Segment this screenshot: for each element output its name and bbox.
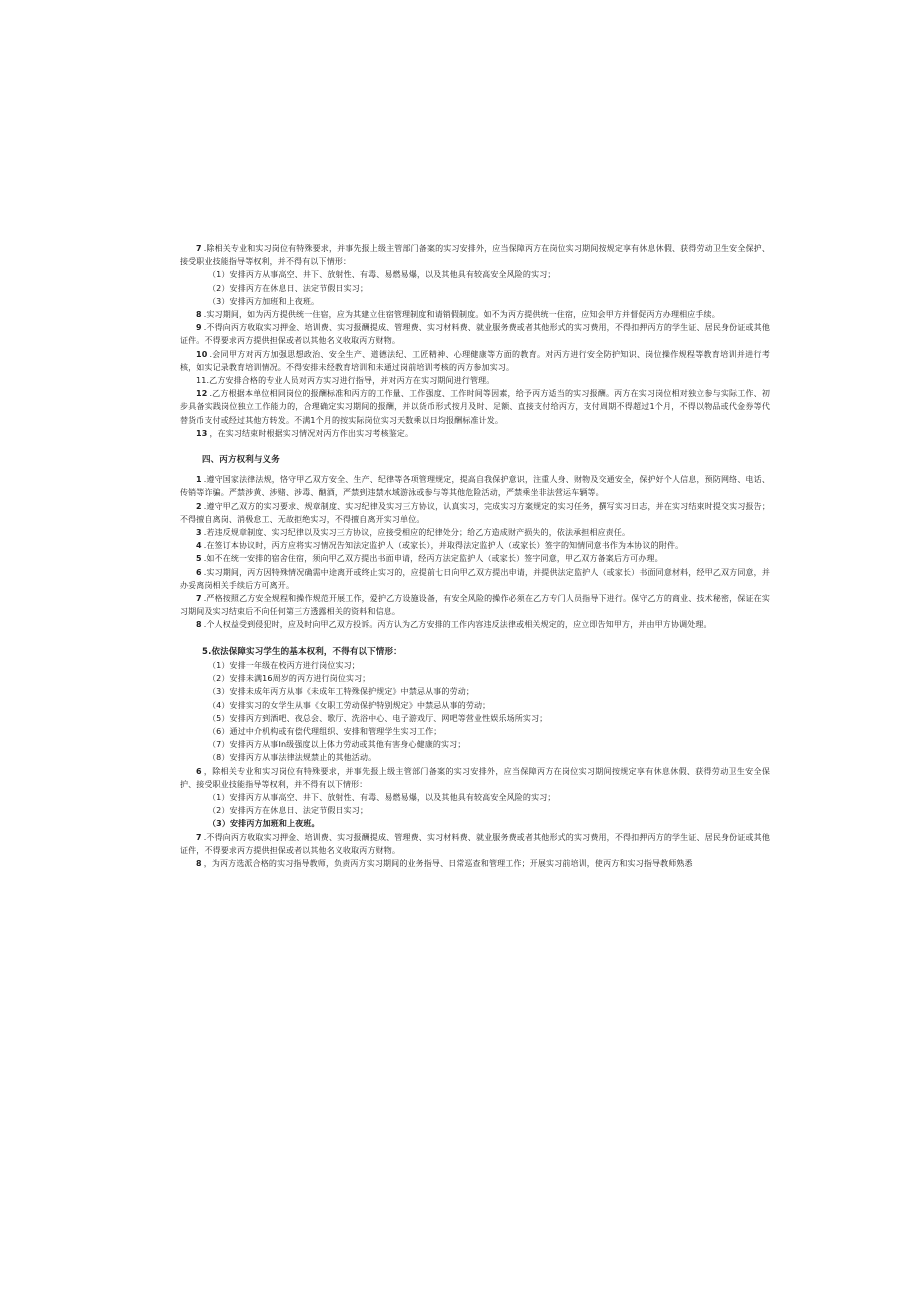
clause-text: .若违反规章制度、实习纪律以及实习三方协议，应接受相应的纪律处分；给乙方造成财产损失的，依法承担相应责任。 — [203, 528, 631, 538]
list-item-bold: （3）安排丙方加班和上夜班。 — [208, 819, 320, 829]
clause-number: 1 — [196, 475, 202, 485]
clause-number: 10 — [196, 349, 208, 359]
list-item: （8）安排丙方从事法律法规禁止的其他活动。 — [208, 753, 377, 763]
clause-a10 — [180, 348, 770, 374]
list-item: （3）安排丙方加班和上夜班。 — [208, 296, 320, 306]
list-item: （3）安排未成年丙方从事《未成年工特殊保护规定》中禁忌从事的劳动； — [208, 687, 475, 697]
clause-a11: 11.乙方安排合格的专业人员对丙方实习进行指导，并对丙方在实习期间进行管理。 — [196, 376, 495, 386]
list-item: （4）安排实习的女学生从事《女职工劳动保护特别规定》中禁忌从事的劳动； — [208, 700, 491, 710]
list-item: （5）安排丙方到酒吧、夜总会、歌厅、洗浴中心、电子游戏厅、网吧等营业性娱乐场所实习； — [208, 713, 548, 723]
clause-text: .实习期间，如为丙方提供统一住宿，应为其建立住宿管理制度和请销假制度。如不为丙方提供统一住宿，应知会甲方并督促丙方办理相应手续。 — [203, 310, 720, 320]
clause-text: .会同甲方对丙方加强思想政治、安全生产、道德法纪、工匠精神、心理健康等方面的教育。对丙方进行安全防护知识、岗位操作规程等教育培训并进行考核，如实记录教育培训情况。不得安排未经教育培训和未通过岗前培训考核的丙方参加实习。 — [180, 349, 770, 372]
section-heading: 5.依法保障实习学生的基本权利，不得有以下情形： — [202, 646, 402, 657]
clause-a8 — [180, 308, 770, 321]
clause-number: 4 — [196, 541, 202, 551]
clause-b2 — [180, 500, 770, 526]
clause-text: .不得向丙方收取实习押金、培训费、实习报酬提成、管理费、实习材料费、就业服务费或者其他形式的实习费用，不得扣押丙方的学生证、居民身份证或其他证件，不得要求丙方提供担保或者以其他名义收取丙方财物。 — [180, 832, 770, 855]
clause-text: .实习期间，丙方因特殊情况确需中途离开或终止实习的，应提前七日向甲乙双方提出申请，并提供法定监护人（或家长）书面同意材料，经甲乙双方同意，并办妥离岗相关手续后方可离开。 — [180, 567, 770, 590]
section-heading: 四、丙方权利与义务 — [202, 455, 280, 466]
clause-b8 — [180, 618, 770, 631]
clause-number: 5 — [196, 554, 202, 564]
document-page — [180, 242, 770, 870]
clause-text: .不得向丙方收取实习押金、培训费、实习报酬提成、管理费、实习材料费、就业服务费或者其他形式的实习费用，不得扣押丙方的学生证、居民身份证或其他证件。不得要求丙方提供担保或者以其他名义收取丙方财物。 — [180, 323, 770, 346]
clause-text: .遵守国家法律法规，恪守甲乙双方安全、生产、纪律等各项管理规定，提高自我保护意识，注重人身、财物及交通安全，保护好个人信息，预防网络、电话、传销等诈骗。严禁涉黄、涉赌、涉毒、酗酒，严禁到违禁水域游泳或参与等其他危险活动，严禁乘坐非法营运车辆等。 — [180, 475, 770, 498]
clause-number: 2 — [196, 501, 202, 511]
list-item: （2）安排丙方在休息日、法定节假日实习； — [208, 806, 369, 816]
clause-text: ，除相关专业和实习岗位有特殊要求，并事先报上级主管部门备案的实习安排外，应当保障丙方在岗位实习期间按规定享有休息休假、获得劳动卫生安全保护、接受职业技能指导等权利，并不得有以下情形： — [180, 766, 770, 789]
list-item: （2）安排丙方在休息日、法定节假日实习； — [208, 283, 369, 293]
clause-text: ，为丙方选派合格的实习指导教师，负责丙方实习期间的业务指导、日常巡查和管理工作；开展实习前培训，使丙方和实习指导教师熟悉 — [203, 858, 693, 868]
clause-b6 — [180, 566, 770, 592]
clause-number: 7 — [196, 832, 202, 842]
clause-a13 — [180, 427, 770, 440]
clause-number: 6 — [196, 766, 202, 776]
clause-a7 — [180, 242, 770, 268]
clause-number: 8 — [196, 858, 202, 868]
clause-number: 7 — [196, 594, 202, 604]
list-item: （7）安排丙方从事In级强度以上体力劳动或其他有害身心健康的实习； — [208, 740, 466, 750]
list-item: （6）通过中介机构或有偿代理组织、安排和管理学生实习工作； — [208, 726, 442, 736]
clause-text: .严格按照乙方安全规程和操作规范开展工作，爱护乙方设施设备，有安全风险的操作必须在乙方专门人员指导下进行。保守乙方的商业、技术秘密，保证在实习期间及实习结束后不向任何第三方透露相关的资料和信息。 — [180, 594, 770, 617]
clause-text: ，在实习结束时根据实习情况对丙方作出实习考核鉴定。 — [209, 428, 414, 438]
clause-b4 — [180, 539, 770, 552]
clause-text: .在签订本协议时，丙方应将实习情况告知法定监护人（或家长），并取得法定监护人（或家长）签字的知情同意书作为本协议的附件。 — [203, 541, 684, 551]
clause-number: 13 — [196, 428, 208, 438]
clause-number: 8 — [196, 310, 202, 320]
clause-c7 — [180, 831, 770, 857]
clause-a12 — [180, 387, 770, 427]
clause-number: 9 — [196, 323, 202, 333]
clause-number: 3 — [196, 528, 202, 538]
clause-b5 — [180, 552, 770, 565]
list-item: （1）安排一年级在校丙方进行岗位实习； — [208, 660, 360, 670]
list-item: （1）安排丙方从事高空、井下、放射性、有毒、易燃易爆，以及其他具有较高安全风险的实习； — [208, 792, 556, 802]
clause-c8 — [180, 857, 770, 870]
clause-b1 — [180, 473, 770, 499]
clause-number: 8 — [196, 620, 202, 630]
clause-text: .遵守甲乙双方的实习要求、规章制度、实习纪律及实习三方协议，认真实习，完成实习方案规定的实习任务，撰写实习日志，并在实习结束时提交实习报告；不得擅自离岗、消极怠工、无故拒绝实习，不得擅自离开实习单位。 — [180, 501, 770, 524]
clause-a9 — [180, 321, 770, 347]
clause-number: 12 — [196, 389, 208, 399]
clause-text: .乙方根据本单位相同岗位的报酬标准和丙方的工作量、工作强度、工作时间等因素，给予丙方适当的实习报酬。丙方在实习岗位相对独立参与实际工作、初步具备实践岗位独立工作能力的，合理确定实习期间的报酬，并以货币形式按月及时、足额、直接支付给丙方，支付周期不得超过1个月，不得以物品或代金券等代替货币支付或经过其他方转发。不满1个月的按实际岗位实习天数乘以日均报酬标准计发。 — [180, 389, 770, 425]
clause-text: .除相关专业和实习岗位有特殊要求，并事先报上级主管部门备案的实习安排外，应当保障丙方在岗位实习期间按规定享有休息休假、获得劳动卫生安全保护、接受职业技能指导等权利，并不得有以下情形： — [180, 244, 770, 267]
clause-text: .个人权益受到侵犯时，应及时向甲乙双方投诉。丙方认为乙方安排的工作内容违反法律或相关规定的，应立即告知甲方，并由甲方协调处理。 — [203, 620, 712, 630]
clause-c6 — [180, 765, 770, 791]
clause-b7 — [180, 592, 770, 618]
clause-number: 7 — [196, 244, 202, 253]
clause-number: 6 — [196, 567, 202, 577]
clause-b3 — [180, 526, 770, 539]
list-item: （2）安排未满16周岁的丙方进行岗位实习； — [208, 674, 371, 684]
list-item: （1）安排丙方从事高空、井下、放射性、有毒、易燃易爆，以及其他具有较高安全风险的实习； — [208, 270, 556, 280]
clause-text: .如不在统一安排的宿舍住宿，须向甲乙双方提出书面申请，经丙方法定监护人（或家长）签字同意，甲乙双方备案后方可办理。 — [203, 554, 663, 564]
